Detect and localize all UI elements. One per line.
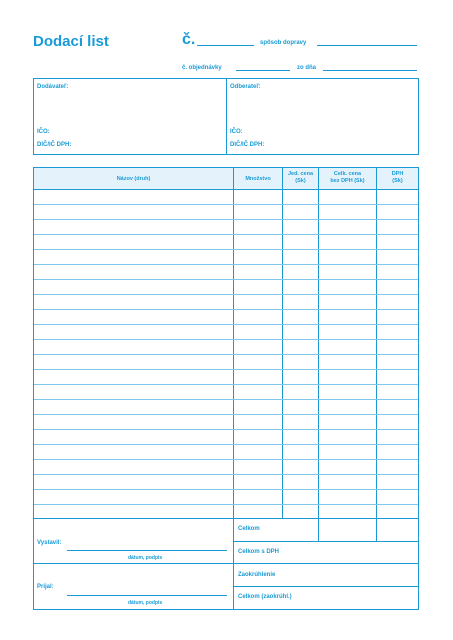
col-header-qty (234, 176, 282, 183)
table-row-line (34, 204, 418, 205)
table-row-line (34, 474, 418, 475)
table-row-line (34, 219, 418, 220)
table-row-line (34, 384, 418, 385)
table-header-divider (33, 189, 419, 190)
table-row-line (34, 279, 418, 280)
order-label: č. objednávky (182, 65, 222, 71)
col-header-total-price-line2: bez DPH (Sk) (330, 178, 365, 184)
table-row-line (34, 429, 418, 430)
col-header-name-line1: Názov (druh) (116, 176, 151, 182)
transport-label: spôsob dopravy (260, 40, 307, 46)
total-rounded-label: Celkom (zaokrúhl.) (238, 594, 292, 600)
customer-label: Odberateľ: (230, 84, 261, 90)
footer-right-line-2 (233, 563, 419, 564)
received-field[interactable] (67, 595, 227, 596)
col-header-vat-line1: DPH (391, 171, 404, 177)
table-row-line (34, 234, 418, 235)
footer-right-line-3 (233, 586, 419, 587)
issued-label: Vystavil: (37, 540, 62, 546)
table-row-line (34, 339, 418, 340)
table-row-line (34, 369, 418, 370)
footer-box (33, 518, 419, 610)
rounding-label: Zaokrúhlenie (238, 572, 276, 578)
received-label: Prijal: (37, 584, 54, 590)
table-row-line (34, 249, 418, 250)
col-header-vat-line2: (Sk) (392, 178, 403, 184)
col-header-unit-price (283, 171, 318, 185)
table-row-line (34, 444, 418, 445)
issued-field[interactable] (67, 550, 227, 551)
transport-field[interactable] (317, 45, 417, 46)
col-header-unit-price-line1: Jed. cena (287, 171, 314, 177)
total-label: Celkom (238, 526, 260, 532)
customer-ico-label: IČO: (230, 129, 243, 135)
col-header-total-price (319, 171, 376, 185)
order-field[interactable] (236, 70, 290, 71)
supplier-label: Dodávateľ: (37, 84, 69, 90)
col-header-vat (377, 171, 418, 185)
date-field[interactable] (323, 70, 417, 71)
document-title: Dodací list (33, 33, 109, 50)
date-label: zo dňa (297, 65, 316, 71)
table-row-line (34, 459, 418, 460)
table-row-line (34, 399, 418, 400)
footer-sig-divider (33, 563, 233, 564)
table-row-line (34, 414, 418, 415)
number-field[interactable] (197, 45, 254, 46)
footer-right-line-1 (233, 541, 419, 542)
col-header-qty-line1: Množstvo (245, 176, 271, 182)
parties-divider (226, 78, 227, 155)
table-row-line (34, 264, 418, 265)
customer-dic-label: DIČ/IČ DPH: (230, 142, 265, 148)
footer-total-divider-2 (376, 518, 377, 541)
table-row-line (34, 504, 418, 505)
supplier-ico-label: IČO: (37, 129, 50, 135)
table-row-line (34, 324, 418, 325)
issued-sig-label: dátum, podpis (128, 555, 163, 561)
received-sig-label: dátum, podpis (128, 600, 163, 606)
footer-divider (233, 518, 234, 610)
supplier-dic-label: DIČ/IČ DPH: (37, 142, 72, 148)
col-header-total-price-line1: Celk. cena (333, 171, 362, 177)
footer-total-divider-1 (318, 518, 319, 541)
number-label: č. (182, 31, 196, 48)
table-row-line (34, 489, 418, 490)
col-header-name (34, 176, 233, 183)
table-row-line (34, 294, 418, 295)
table-row-line (34, 354, 418, 355)
total-vat-label: Celkom s DPH (238, 549, 280, 555)
table-row-line (34, 309, 418, 310)
col-header-unit-price-line2: (Sk) (295, 178, 306, 184)
